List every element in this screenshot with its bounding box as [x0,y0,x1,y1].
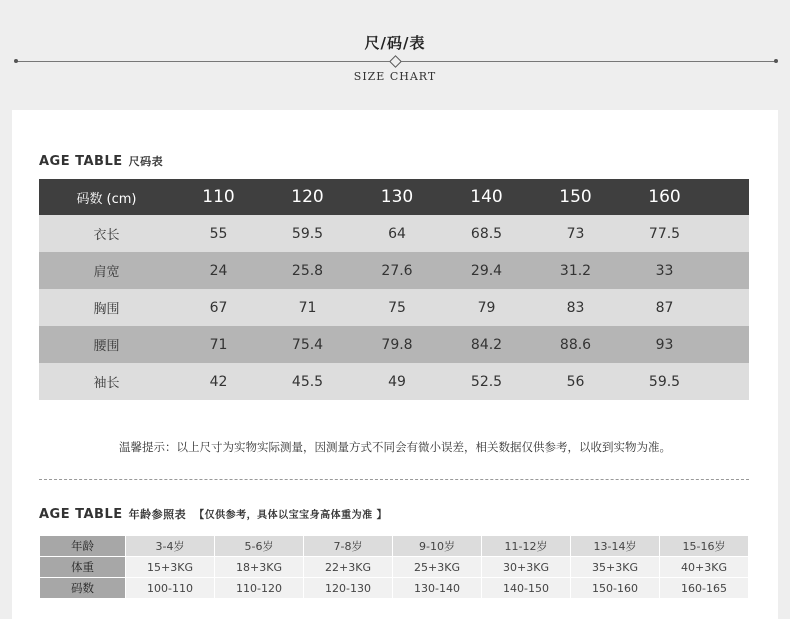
row-label: 体重 [40,557,126,578]
table-row [40,578,749,599]
page-header [0,0,790,110]
table-spacer [709,215,749,252]
size-header-cell: 160 [620,179,709,215]
measurement-tip: 温馨提示：以上尺寸为实物实际测量，因测量方式不同会有微小误差，相关数据仅供参考，以收到实物为准。 [119,440,671,454]
size-table-title-cn: 尺码表 [128,155,164,168]
size-header-cell: 130 [352,179,442,215]
table-spacer [709,363,749,400]
table-cell: 130-140 [393,578,482,599]
table-cell: 64 [352,215,442,252]
table-cell: 59.5 [620,363,709,400]
table-row [40,536,749,557]
row-label: 码数 [40,578,126,599]
size-header-row [39,179,749,215]
table-cell: 77.5 [620,215,709,252]
table-cell: 71 [174,326,263,363]
table-cell: 35+3KG [571,557,660,578]
table-cell: 29.4 [442,252,531,289]
size-table-title [39,153,163,169]
table-cell: 140-150 [482,578,571,599]
divider-dot-left [14,59,18,63]
table-row [40,557,749,578]
table-cell: 9-10岁 [393,536,482,557]
table-cell: 30+3KG [482,557,571,578]
table-cell: 71 [263,289,352,326]
age-table-note: 【仅供参考，具体以宝宝身高体重为准 】 [194,510,388,521]
table-cell: 110-120 [215,578,304,599]
page-subtitle: SIZE CHART [353,70,437,83]
table-cell: 67 [174,289,263,326]
table-cell: 55 [174,215,263,252]
row-label: 年龄 [40,536,126,557]
age-table-title [39,506,387,522]
size-table-title-en: AGE TABLE [39,154,123,169]
table-cell: 79 [442,289,531,326]
table-cell: 31.2 [531,252,620,289]
row-label: 腰围 [39,326,174,363]
table-cell: 73 [531,215,620,252]
table-cell: 15-16岁 [660,536,749,557]
table-cell: 25+3KG [393,557,482,578]
table-cell: 18+3KG [215,557,304,578]
table-cell: 5-6岁 [215,536,304,557]
size-header-cell: 140 [442,179,531,215]
table-cell: 83 [531,289,620,326]
table-row [39,215,749,252]
table-cell: 22+3KG [304,557,393,578]
table-cell: 160-165 [660,578,749,599]
size-header-label-cell [39,179,174,215]
table-cell: 84.2 [442,326,531,363]
row-label: 胸围 [39,289,174,326]
table-cell: 7-8岁 [304,536,393,557]
table-cell: 15+3KG [126,557,215,578]
table-row [39,363,749,400]
table-spacer [709,252,749,289]
table-cell: 120-130 [304,578,393,599]
table-cell: 59.5 [263,215,352,252]
table-cell: 3-4岁 [126,536,215,557]
size-table [39,179,749,400]
table-cell: 75 [352,289,442,326]
table-cell: 75.4 [263,326,352,363]
size-header-cell: 150 [531,179,620,215]
size-header-cell: 120 [263,179,352,215]
table-cell: 45.5 [263,363,352,400]
table-cell: 25.8 [263,252,352,289]
table-cell: 93 [620,326,709,363]
size-header-unit: (cm) [106,191,137,207]
size-header-spacer [709,179,749,215]
divider-dot-right [774,59,778,63]
age-table-title-cn: 年龄参照表 [128,508,187,521]
table-spacer [709,289,749,326]
table-row [39,289,749,326]
table-cell: 40+3KG [660,557,749,578]
table-cell: 87 [620,289,709,326]
table-cell: 56 [531,363,620,400]
age-table-title-en: AGE TABLE [39,507,123,522]
table-cell: 27.6 [352,252,442,289]
row-label: 衣长 [39,215,174,252]
table-cell: 68.5 [442,215,531,252]
table-cell: 150-160 [571,578,660,599]
table-cell: 79.8 [352,326,442,363]
table-cell: 33 [620,252,709,289]
divider-diamond-icon [389,55,402,68]
size-header-label: 码数 [76,191,103,207]
table-cell: 52.5 [442,363,531,400]
table-cell: 13-14岁 [571,536,660,557]
page-title: 尺/码/表 [364,34,426,52]
table-cell: 42 [174,363,263,400]
table-row [39,326,749,363]
table-spacer [709,326,749,363]
row-label: 肩宽 [39,252,174,289]
dashed-divider [39,479,749,480]
table-row [39,252,749,289]
table-cell: 11-12岁 [482,536,571,557]
size-header-cell: 110 [174,179,263,215]
table-cell: 100-110 [126,578,215,599]
age-table [39,535,749,599]
table-cell: 49 [352,363,442,400]
row-label: 袖长 [39,363,174,400]
table-cell: 24 [174,252,263,289]
table-cell: 88.6 [531,326,620,363]
